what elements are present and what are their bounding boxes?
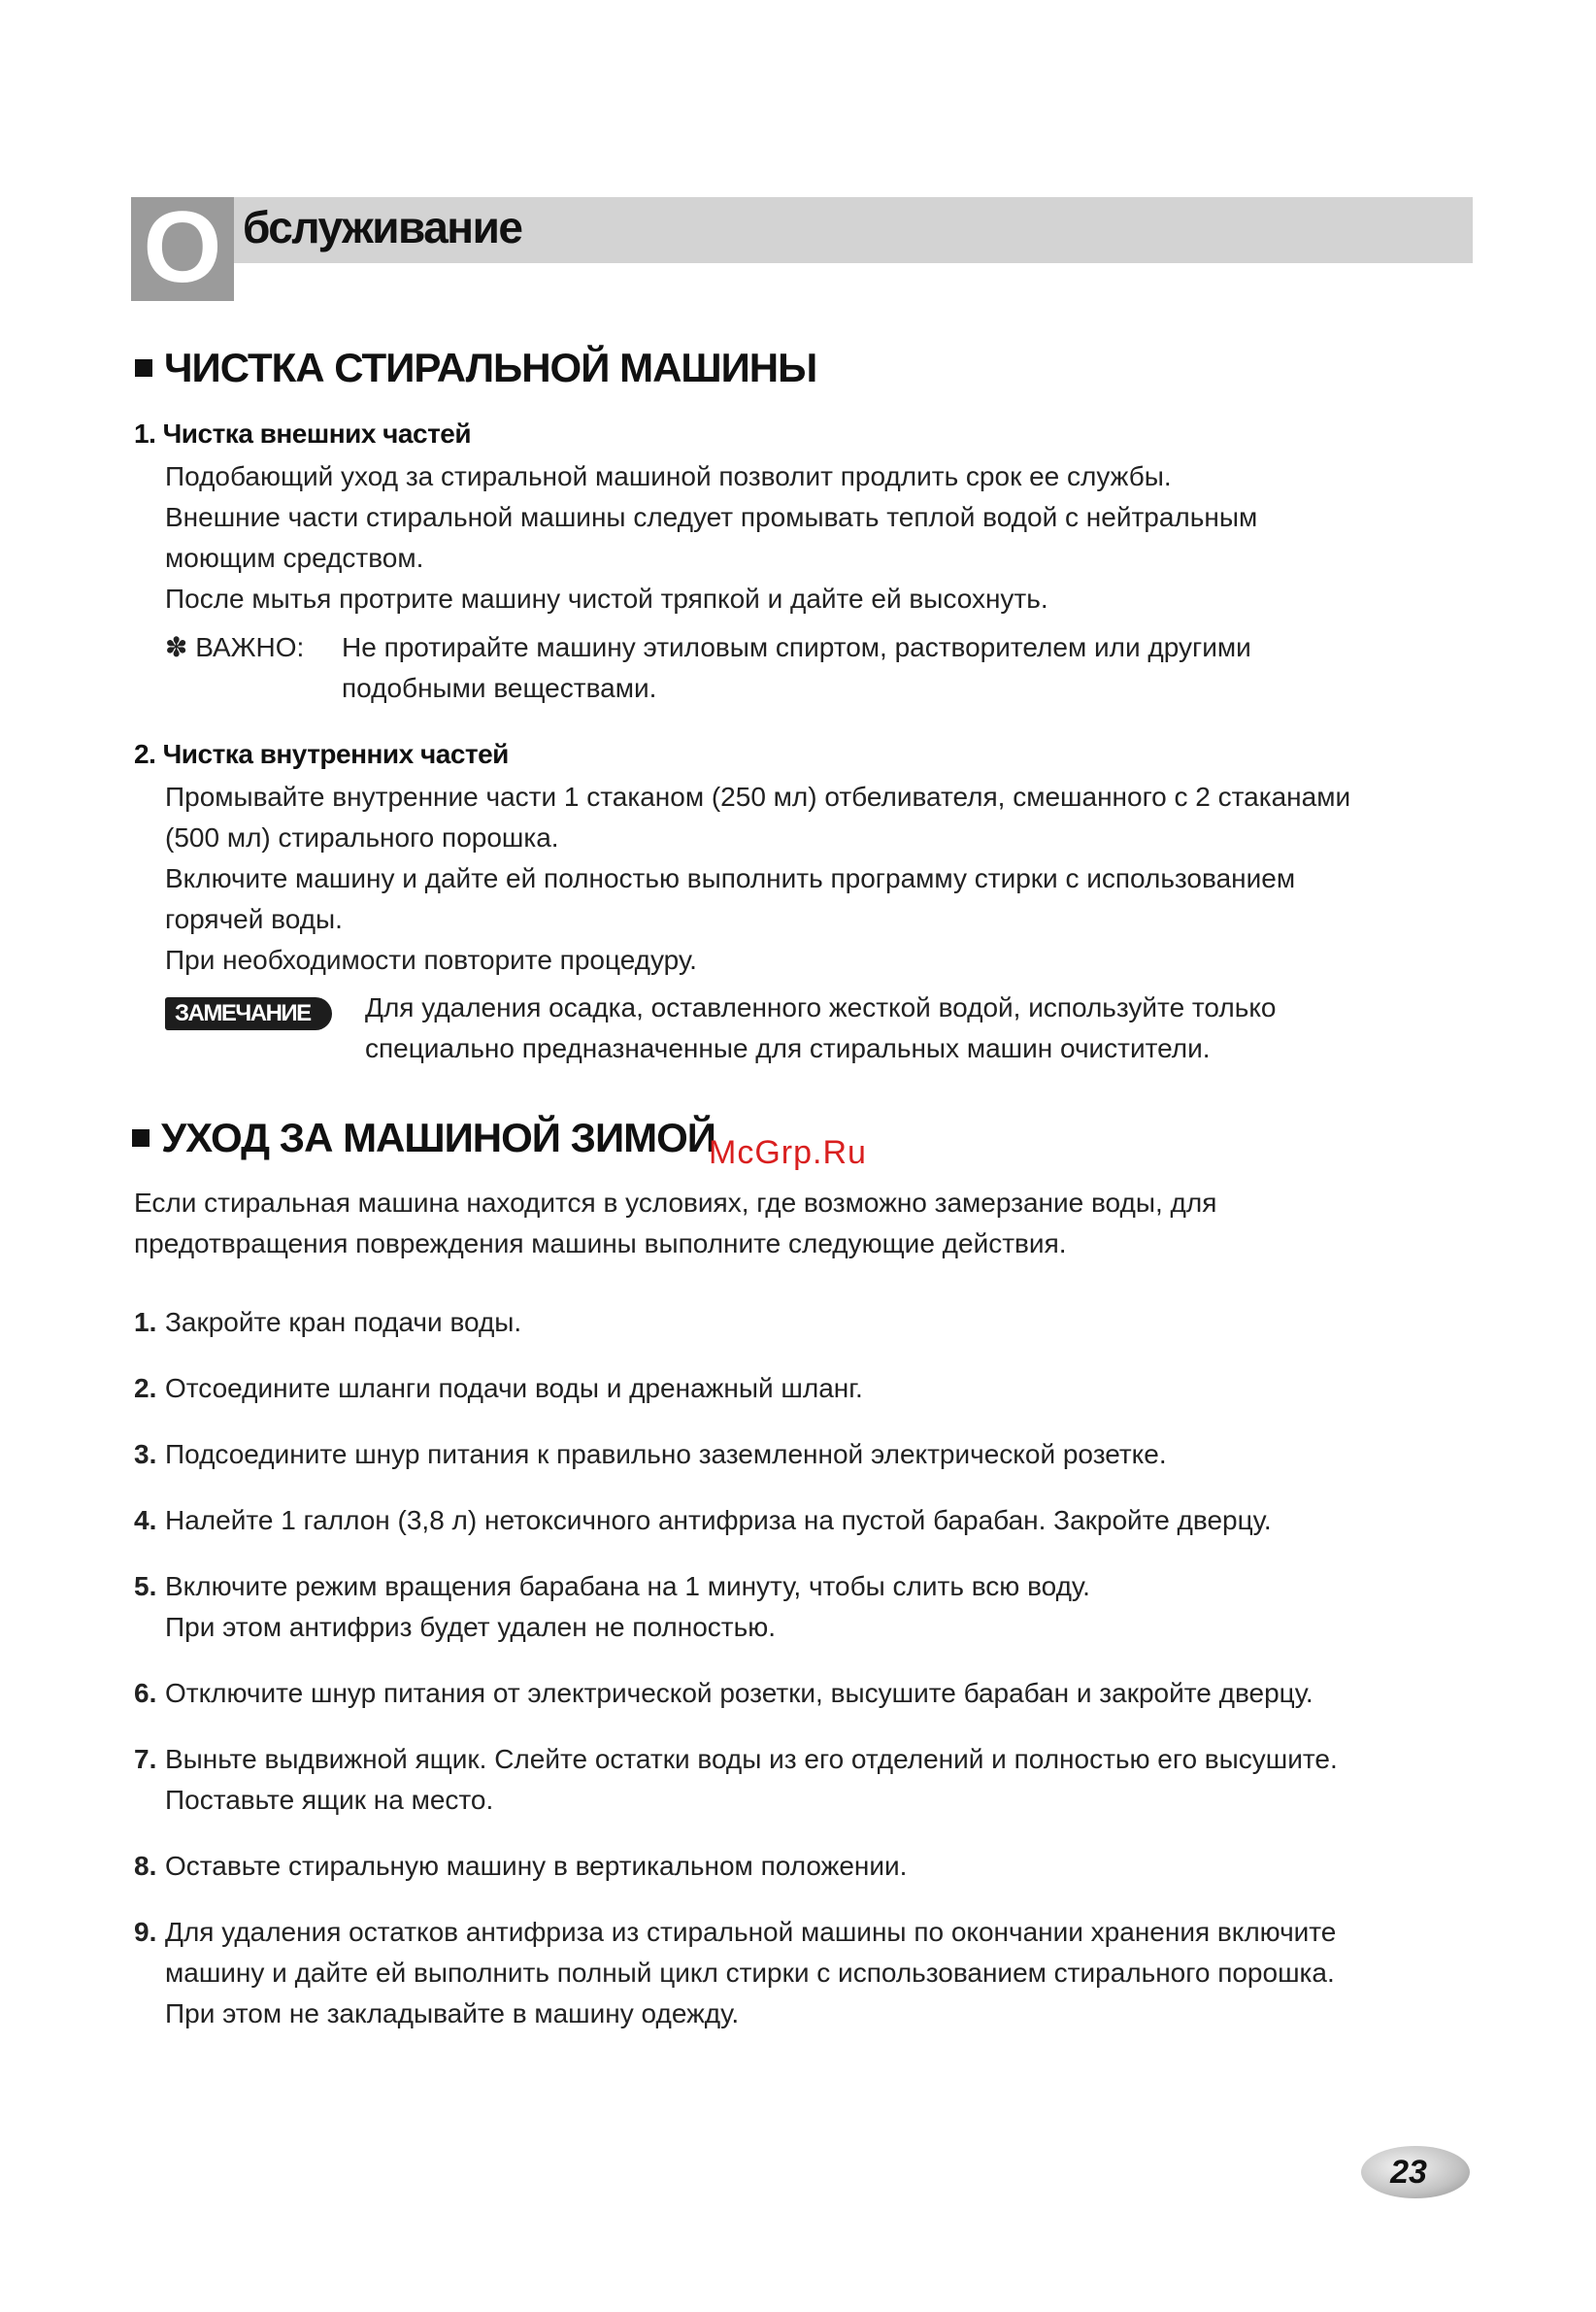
text-line: Для удаления осадка, оставленного жесткой водой, используйте только (365, 992, 1277, 1022)
header-initial: О (143, 190, 222, 304)
step-number: 1. (134, 1307, 157, 1337)
text-line: моющим средством. (165, 543, 424, 573)
remark-badge-wrap (165, 988, 365, 1069)
remark-badge: ЗАМЕЧАНИЕ (165, 997, 332, 1030)
important-note (165, 627, 1251, 709)
text-line: При этом антифриз будет удален не полностью. (165, 1612, 776, 1642)
text-line: Внешние части стиральной машины следует промывать теплой водой с нейтральным (165, 502, 1258, 532)
text-line: После мытья протрите машину чистой тряпкой и дайте ей высохнуть. (165, 584, 1048, 614)
text-line: машину и дайте ей выполнить полный цикл стирки с использованием стирального порошка. (165, 1958, 1335, 1988)
important-text (342, 627, 1251, 709)
list-item (134, 1302, 1338, 1343)
exterior-paragraph (165, 456, 1257, 620)
section-title-winter (128, 1113, 715, 1163)
step-number: 8. (134, 1851, 157, 1881)
subsection-title-exterior: 1. Чистка внешних частей (134, 419, 472, 449)
subsection-title-interior: 2. Чистка внутренних частей (134, 739, 509, 769)
text-line: Если стиральная машина находится в условиях, где возможно замерзание воды, для (134, 1188, 1217, 1218)
step-number: 2. (134, 1373, 157, 1403)
step-number: 6. (134, 1678, 157, 1708)
square-bullet-icon (132, 1129, 150, 1147)
step-number: 7. (134, 1744, 157, 1774)
page-number-badge (1361, 2146, 1470, 2198)
step-number: 9. (134, 1917, 157, 1947)
section-title-cleaning (131, 343, 816, 393)
text-line: подобными веществами. (342, 673, 657, 703)
step-number: 4. (134, 1505, 157, 1535)
text-line: При необходимости повторите процедуру. (165, 945, 697, 975)
text-line: горячей воды. (165, 904, 343, 934)
step-number: 5. (134, 1571, 157, 1601)
remark-note (165, 988, 1276, 1069)
text-line: Отключите шнур питания от электрической розетки, высушите барабан и закройте дверцу. (165, 1678, 1313, 1708)
watermark: McGrp.Ru (709, 1134, 867, 1171)
text-line: При этом не закладывайте в машину одежду. (165, 1998, 740, 2028)
step-number: 3. (134, 1439, 157, 1469)
list-item (134, 1739, 1338, 1821)
list-item (134, 1912, 1338, 2034)
list-item (134, 1673, 1338, 1714)
text-line: Закройте кран подачи воды. (165, 1307, 522, 1337)
text-line: Для удаления остатков антифриза из стиральной машины по окончании хранения включите (165, 1917, 1337, 1947)
winter-steps-list (134, 1302, 1338, 2060)
text-line: (500 мл) стирального порошка. (165, 822, 559, 853)
text-line: Отсоедините шланги подачи воды и дренажный шланг. (165, 1373, 863, 1403)
remark-text (365, 988, 1276, 1069)
text-line: Подсоедините шнур питания к правильно заземленной электрической розетке. (165, 1439, 1167, 1469)
text-line: специально предназначенные для стиральных машин очистители. (365, 1033, 1211, 1063)
text-line: предотвращения повреждения машины выполните следующие действия. (134, 1228, 1067, 1258)
text-line: Промывайте внутренние части 1 стаканом (250 мл) отбеливателя, смешанного с 2 стаканами (165, 782, 1351, 812)
page-title: бслуживание (243, 202, 522, 252)
text-line: Не протирайте машину этиловым спиртом, растворителем или другими (342, 632, 1251, 662)
text-line: Оставьте стиральную машину в вертикальном положении. (165, 1851, 908, 1881)
text-line: Включите режим вращения барабана на 1 минуту, чтобы слить всю воду. (165, 1571, 1090, 1601)
header-initial-box (131, 190, 234, 304)
section-title-text: ЧИСТКА СТИРАЛЬНОЙ МАШИНЫ (164, 345, 817, 390)
list-item (134, 1846, 1338, 1887)
interior-paragraph (165, 777, 1350, 981)
text-line: Поставьте ящик на место. (165, 1785, 494, 1815)
section-title-text: УХОД ЗА МАШИНОЙ ЗИМОЙ (161, 1115, 715, 1160)
list-item (134, 1566, 1338, 1648)
text-line: Подобающий уход за стиральной машиной позволит продлить срок ее службы. (165, 461, 1172, 491)
list-item (134, 1434, 1338, 1475)
page-number: 23 (1390, 2153, 1427, 2191)
square-bullet-icon (135, 359, 152, 377)
list-item (134, 1368, 1338, 1409)
important-label: ✽ ВАЖНО: (165, 632, 305, 662)
text-line: Налейте 1 галлон (3,8 л) нетоксичного антифриза на пустой барабан. Закройте дверцу. (165, 1505, 1272, 1535)
list-item (134, 1500, 1338, 1541)
text-line: Выньте выдвижной ящик. Слейте остатки воды из его отделений и полностью его высушите. (165, 1744, 1338, 1774)
text-line: Включите машину и дайте ей полностью выполнить программу стирки с использованием (165, 863, 1296, 893)
winter-intro (134, 1183, 1216, 1264)
